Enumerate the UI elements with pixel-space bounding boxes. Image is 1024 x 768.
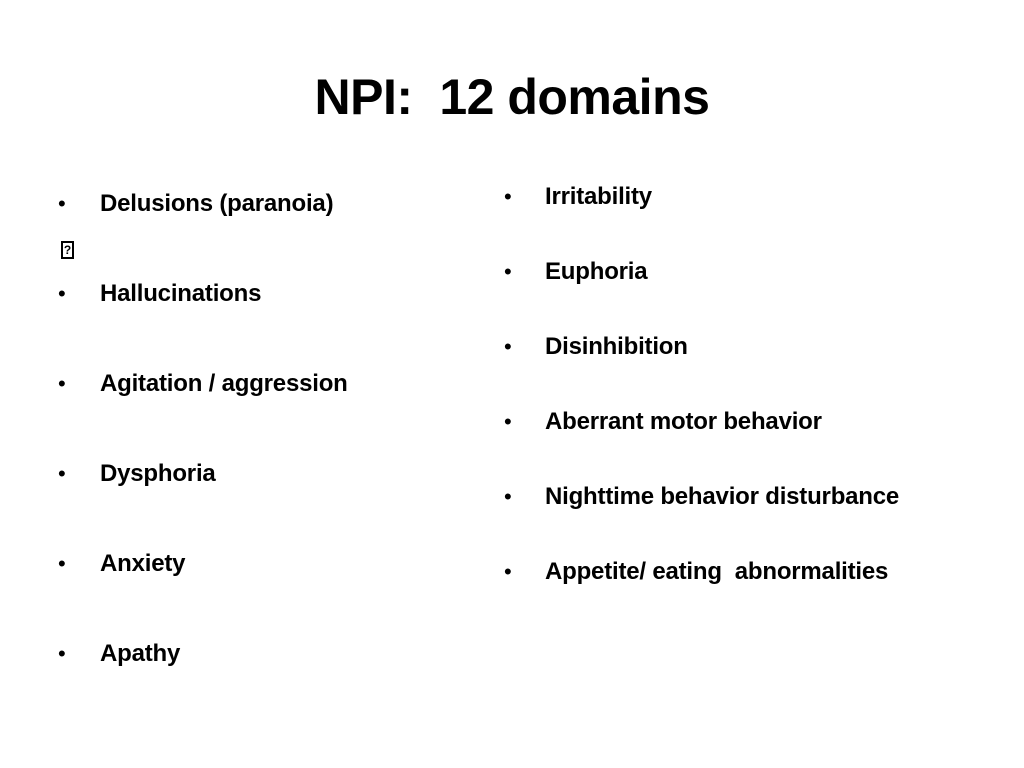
bullet-icon: •: [504, 184, 512, 209]
list-item: Aberrant motor behavior: [545, 408, 822, 435]
bullet-icon: •: [58, 641, 66, 666]
list-item: Appetite/ eating abnormalities: [545, 558, 889, 585]
list-item: Nighttime behavior disturbance: [545, 483, 900, 510]
slide-title: NPI: 12 domains: [314, 69, 710, 125]
bullet-icon: •: [504, 334, 512, 359]
list-item: Dysphoria: [100, 460, 216, 487]
bullet-icon: •: [504, 409, 512, 434]
list-item: Irritability: [545, 183, 652, 210]
bullet-icon: •: [58, 551, 66, 576]
bullet-icon: •: [504, 559, 512, 584]
bullet-icon: •: [58, 461, 66, 486]
missing-glyph-icon: ?: [61, 241, 74, 259]
bullet-icon: •: [58, 281, 66, 306]
list-item: Agitation / aggression: [100, 370, 348, 397]
list-item: Delusions (paranoia): [100, 190, 334, 217]
bullet-icon: •: [504, 259, 512, 284]
list-item: Anxiety: [100, 550, 186, 577]
list-item: Apathy: [100, 640, 181, 667]
bullet-icon: •: [58, 371, 66, 396]
list-item: Disinhibition: [545, 333, 688, 360]
list-item: Hallucinations: [100, 280, 262, 307]
list-item: Euphoria: [545, 258, 648, 285]
bullet-icon: •: [58, 191, 66, 216]
bullet-icon: •: [504, 484, 512, 509]
